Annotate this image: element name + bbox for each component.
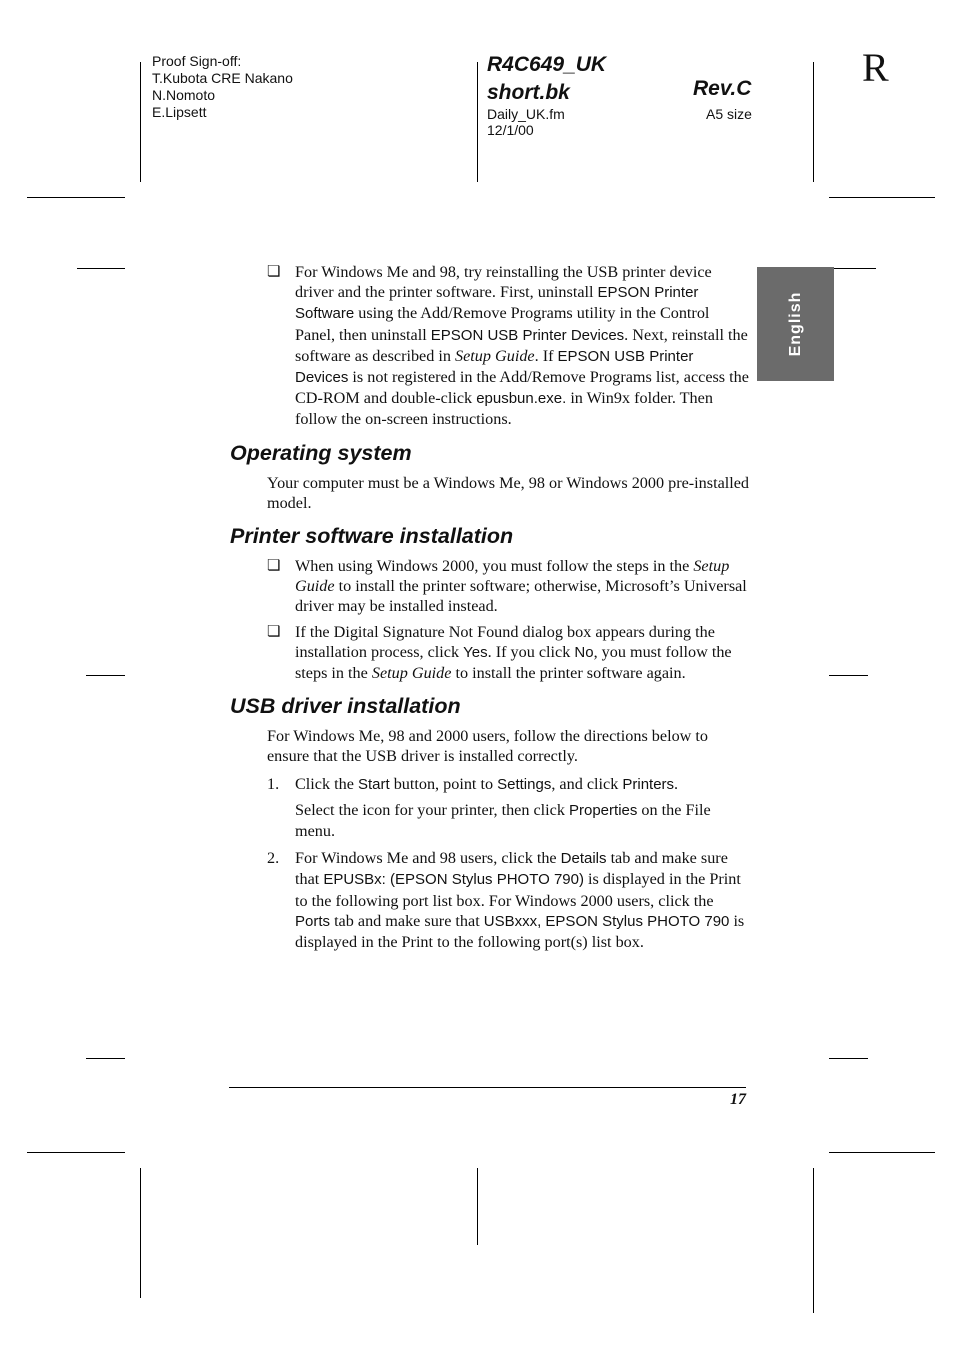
proof-line: T.Kubota CRE Nakano bbox=[152, 70, 293, 86]
ui-term: Details bbox=[560, 850, 607, 868]
ui-term: USBxxx, EPSON Stylus PHOTO 790 bbox=[483, 912, 730, 930]
revision: Rev.C bbox=[693, 77, 752, 100]
text: For Windows Me and 98 users, click the bbox=[295, 849, 561, 868]
text: . If you click bbox=[487, 642, 575, 661]
text: tab and make sure that bbox=[295, 849, 728, 889]
page-body bbox=[230, 262, 750, 957]
file-info bbox=[487, 106, 565, 138]
doc-id bbox=[487, 51, 606, 107]
ui-term: Start bbox=[357, 775, 390, 793]
text: is displayed in the Print to the following port(s) list box. bbox=[295, 911, 745, 952]
step-detail bbox=[230, 800, 750, 841]
list-item bbox=[230, 262, 750, 430]
crop-mark bbox=[477, 1168, 478, 1245]
text: . Next, reinstall the software as described in bbox=[295, 325, 748, 365]
right-page-marker: R bbox=[862, 45, 889, 90]
proof-signoff bbox=[152, 53, 293, 121]
checkbox-bullet-icon: ❏ bbox=[267, 264, 281, 280]
ui-term: EPSON USB Printer Devices bbox=[430, 326, 625, 344]
text: Click the bbox=[295, 774, 358, 793]
ui-term: Properties bbox=[569, 801, 638, 819]
crop-mark bbox=[27, 1152, 125, 1153]
crop-mark bbox=[77, 268, 125, 269]
text: to install the printer software again. bbox=[451, 664, 686, 683]
crop-mark bbox=[86, 1058, 125, 1059]
crop-mark bbox=[813, 1168, 814, 1313]
doc-id-line: R4C649_UK bbox=[487, 53, 607, 76]
crop-mark bbox=[834, 268, 876, 269]
proof-line: Proof Sign-off: bbox=[152, 53, 242, 69]
crop-mark bbox=[829, 1152, 935, 1153]
doc-id-line: short.bk bbox=[487, 81, 570, 104]
paragraph: Your computer must be a Windows Me, 98 or Windows 2000 pre-installed model. bbox=[267, 473, 750, 512]
text: When using Windows 2000, you must follow the steps in the bbox=[295, 557, 694, 576]
language-tab bbox=[757, 267, 834, 381]
text: using the Add/Remove Programs utility in the Control Panel, then uninstall bbox=[295, 304, 710, 344]
crop-mark bbox=[477, 62, 478, 182]
book-title: Setup Guide bbox=[295, 557, 730, 596]
ui-term: Ports bbox=[295, 912, 331, 930]
step-number: 1. bbox=[267, 774, 280, 793]
crop-mark bbox=[829, 1058, 868, 1059]
crop-mark bbox=[813, 62, 814, 182]
proof-line: N.Nomoto bbox=[152, 87, 216, 103]
text: on the File menu. bbox=[295, 800, 711, 841]
section-heading: Printer software installation bbox=[230, 524, 514, 549]
ui-term: Yes bbox=[463, 643, 488, 661]
page-size: A5 size bbox=[706, 106, 752, 122]
ui-term: Settings bbox=[497, 775, 552, 793]
text: button, point to bbox=[389, 774, 498, 793]
text: For Windows Me and 98, try reinstalling the USB printer device driver and the printer software. First, uninstall bbox=[295, 263, 712, 302]
crop-mark bbox=[140, 1168, 141, 1298]
ui-term: EPSON Printer Software bbox=[295, 284, 699, 323]
book-title: Setup Guide bbox=[455, 346, 535, 365]
text: If the Digital Signature Not Found dialog box appears during the installation process, click bbox=[295, 622, 715, 661]
text: . If bbox=[534, 346, 558, 365]
paragraph: For Windows Me, 98 and 2000 users, follow the directions below to ensure that the USB driver is installed correctly. bbox=[267, 727, 709, 766]
section-heading: USB driver installation bbox=[230, 694, 461, 719]
book-title: Setup Guide bbox=[371, 664, 452, 683]
footer-rule bbox=[229, 1087, 746, 1088]
ui-term: Printers bbox=[622, 775, 675, 793]
crop-mark bbox=[829, 675, 868, 676]
proof-line: E.Lipsett bbox=[152, 104, 207, 120]
text: . bbox=[674, 774, 679, 793]
ui-term: epusbun.exe. bbox=[476, 390, 567, 408]
checkbox-bullet-icon: ❏ bbox=[267, 558, 281, 575]
crop-mark bbox=[829, 197, 935, 198]
text: , you must follow the steps in the bbox=[295, 642, 732, 683]
page-number: 17 bbox=[730, 1091, 746, 1108]
text: in Win9x folder. Then follow the on-screen instructions. bbox=[295, 389, 713, 429]
ui-term: EPSON USB Printer Devices bbox=[295, 347, 694, 387]
numbered-step bbox=[230, 774, 750, 795]
text: is displayed in the Print to the following port list box. For Windows 2000 users, click the bbox=[295, 870, 741, 910]
list-item bbox=[230, 556, 750, 617]
checkbox-bullet-icon: ❏ bbox=[267, 623, 281, 640]
text: , and click bbox=[551, 774, 623, 793]
list-item bbox=[230, 622, 750, 684]
text: tab and make sure that bbox=[330, 911, 484, 930]
numbered-step bbox=[230, 848, 750, 952]
step-number: 2. bbox=[267, 849, 280, 868]
ui-term: EPUSBx: (EPSON Stylus PHOTO 790) bbox=[323, 871, 584, 889]
file-date: 12/1/00 bbox=[487, 122, 534, 138]
text: Select the icon for your printer, then click bbox=[295, 800, 569, 819]
text: is not registered in the Add/Remove Programs list, access the CD-ROM and double-click bbox=[295, 368, 749, 408]
text: to install the printer software; otherwise, Microsoft’s Universal driver may be installed instead. bbox=[295, 577, 747, 616]
crop-mark bbox=[140, 62, 141, 182]
file-name: Daily_UK.fm bbox=[487, 106, 565, 122]
section-heading: Operating system bbox=[230, 440, 412, 465]
crop-mark bbox=[27, 197, 125, 198]
ui-term: No bbox=[574, 643, 594, 661]
language-tab-label: English bbox=[786, 291, 804, 357]
crop-mark bbox=[86, 675, 125, 676]
